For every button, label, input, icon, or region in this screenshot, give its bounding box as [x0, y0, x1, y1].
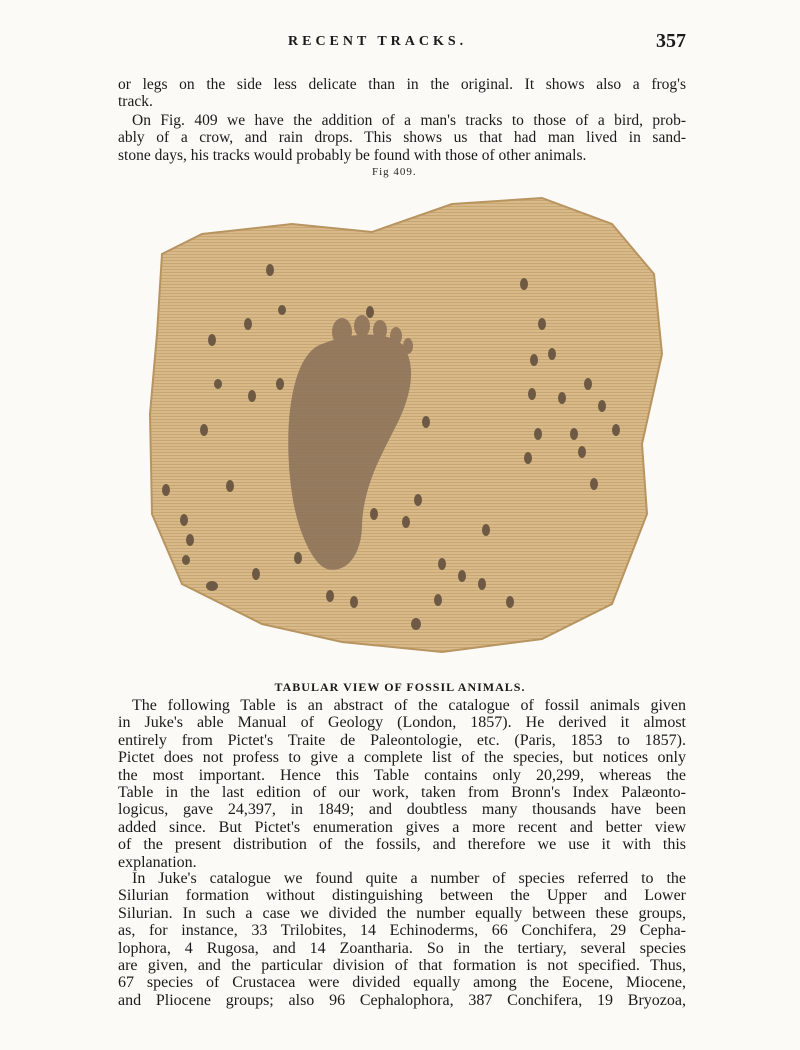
figure-reference-paragraph: [118, 112, 686, 164]
text-line: are given, and the particular division of that formation is not specified. Thus,: [118, 957, 686, 975]
page-number: 357: [656, 30, 686, 52]
table-intro-paragraph: [118, 697, 686, 871]
text-line: ably of a crow, and rain drops. This shows us that had man lived in sand-: [118, 129, 686, 147]
text-line: added since. But Pictet's enumeration gives a more recent and better view: [118, 818, 686, 836]
text-line: On Fig. 409 we have the addition of a man's tracks to those of a bird, prob-: [132, 112, 686, 129]
text-line: Table in the last edition of our work, taken from Bronn's Index Palæonto-: [118, 784, 686, 802]
text-line: of the present distribution of the fossils, and therefore we use it with this: [118, 836, 686, 854]
text-line: The following Table is an abstract of the catalogue of fossil animals given: [132, 697, 686, 714]
text-line: the most important. Hence this Table contains only 20,299, whereas the: [118, 766, 686, 784]
fossil-slab-figure: [142, 184, 670, 654]
text-line: in Juke's able Manual of Geology (London, 1857). He derived it almost: [118, 714, 686, 732]
text-line: and Pliocene groups; also 96 Cephalophora, 387 Conchifera, 19 Bryozoa,: [118, 991, 686, 1009]
intro-paragraph: [118, 76, 686, 111]
fossil-slab: [150, 198, 662, 652]
text-line: as, for instance, 33 Trilobites, 14 Echinoderms, 66 Conchifera, 29 Cepha-: [118, 922, 686, 940]
text-line: Pictet does not profess to give a complete list of the species, but notices only: [118, 749, 686, 767]
text-line: stone days, his tracks would probably be found with those of other animals.: [118, 146, 587, 164]
text-line: Silurian formation without distinguishing between the Upper and Lower: [118, 887, 686, 905]
text-line: explanation.: [118, 853, 197, 871]
figure-caption: Fig 409.: [372, 166, 417, 178]
text-line: logicus, gave 24,397, in 1849; and doubtless many thousands have been: [118, 801, 686, 819]
text-line: Silurian. In such a case we divided the number equally between these groups,: [118, 904, 686, 922]
text-line: track.: [118, 93, 153, 111]
text-line: In Juke's catalogue we found quite a number of species referred to the: [132, 870, 686, 887]
text-line: 67 species of Crustacea were divided equally among the Eocene, Miocene,: [118, 974, 686, 992]
text-line: or legs on the side less delicate than in the original. It shows also a frog's: [118, 76, 686, 93]
running-title: RECENT TRACKS.: [288, 34, 468, 49]
text-line: lophora, 4 Rugosa, and 14 Zoantharia. So in the tertiary, several species: [118, 939, 686, 957]
running-head: [118, 30, 686, 54]
section-heading: TABULAR VIEW OF FOSSIL ANIMALS.: [274, 680, 526, 694]
text-line: entirely from Pictet's Traite de Paleontologie, etc. (Paris, 1853 to 1857).: [118, 731, 686, 749]
juke-catalogue-paragraph: [118, 870, 686, 1009]
